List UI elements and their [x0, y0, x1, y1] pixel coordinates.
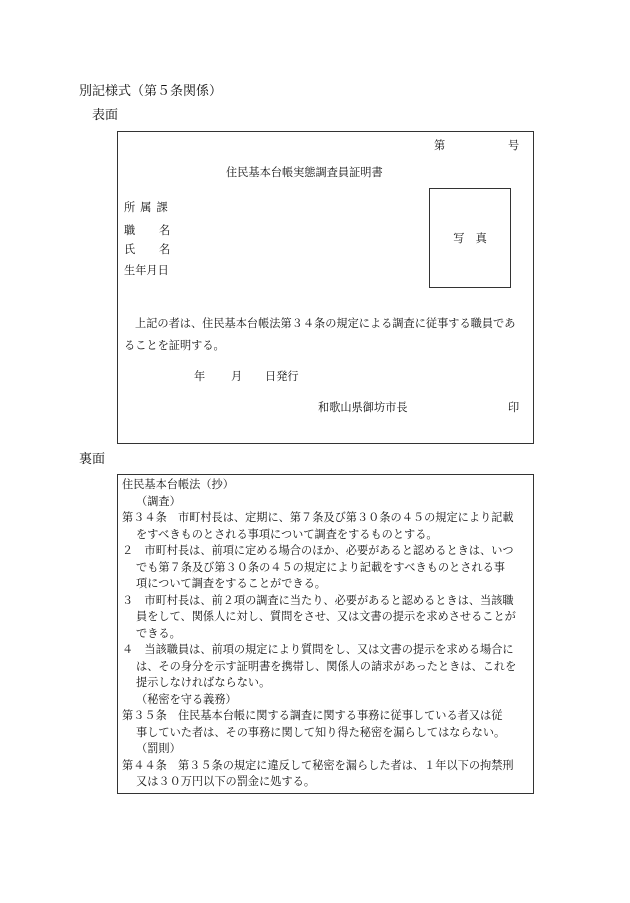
date-year: 年 — [194, 370, 206, 383]
field-name-b: 名 — [159, 243, 171, 256]
number-dai: 第 — [434, 139, 446, 152]
law-line: 第３４条 市町村長は、定期に、第７条及び第３０条の４５の規定により記載 — [122, 511, 514, 524]
form-title: 別記様式（第５条関係） — [79, 84, 223, 99]
law-line: ４ 当該職員は、前項の規定により質問をし、又は文書の提示を求める場合に — [122, 643, 514, 656]
law-line: 項について調査をすることができる。 — [136, 577, 326, 590]
law-line: 又は３０万円以下の罰金に処する。 — [136, 775, 316, 788]
law-line: 事していた者は、その事務に関して知り得た秘密を漏らしてはならない。 — [136, 725, 506, 739]
issuer-name: 和歌山県御坊市長 — [318, 401, 408, 414]
field-position-a: 職 — [124, 224, 136, 237]
photo-label: 写 真 — [453, 232, 487, 245]
law-line: ２ 市町村長は、前項に定める場合のほか、必要があると認めるときは、いつ — [122, 544, 514, 557]
law-line: 員をして、関係人に対し、質問をさせ、又は文書の提示を求めさせることが — [136, 610, 516, 623]
front-card — [117, 131, 534, 444]
back-card — [117, 474, 534, 794]
field-birthdate: 生年月日 — [124, 264, 169, 277]
date-month: 月 — [231, 370, 243, 383]
law-line: 提示しなければならない。 — [136, 676, 271, 689]
law-line: でも第７条及び第３０条の４５の規定により記載をすべきものとされる事 — [136, 560, 505, 574]
law-line: をすべきものとされる事項について調査をするものとする。 — [136, 527, 438, 541]
law-line: は、その身分を示す証明書を携帯し、関係人の請求があったときは、これを — [136, 659, 517, 673]
number-gou: 号 — [508, 139, 520, 152]
seal-mark: 印 — [508, 401, 520, 414]
law-line: ３ 市町村長は、前２項の調査に当たり、必要があると認めるときは、当該職 — [122, 593, 514, 607]
front-side-label: 表面 — [92, 108, 119, 123]
date-issued: 日発行 — [265, 370, 299, 383]
photo-box — [429, 188, 511, 288]
field-department: 所属課 — [124, 201, 173, 214]
law-title: 住民基本台帳法（抄） — [122, 478, 234, 491]
law-line: 第４４条 第３５条の規定に違反して秘密を漏らした者は、１年以下の拘禁刑 — [122, 758, 514, 772]
certificate-title: 住民基本台帳実態調査員証明書 — [226, 166, 383, 179]
body-line-1: 上記の者は、住民基本台帳法第３４条の規定による調査に従事する職員であ — [135, 317, 516, 330]
law-heading: （罰則） — [136, 742, 181, 755]
field-name-a: 氏 — [124, 243, 136, 256]
law-heading: （調査） — [136, 494, 181, 508]
back-side-label: 裏面 — [79, 452, 106, 467]
law-line: 第３５条 住民基本台帳に関する調査に関する事務に従事している者又は従 — [122, 709, 503, 722]
field-position-b: 名 — [159, 224, 171, 237]
law-heading: （秘密を守る義務） — [136, 692, 237, 706]
body-line-2: ることを証明する。 — [124, 339, 225, 352]
law-line: できる。 — [136, 626, 181, 640]
